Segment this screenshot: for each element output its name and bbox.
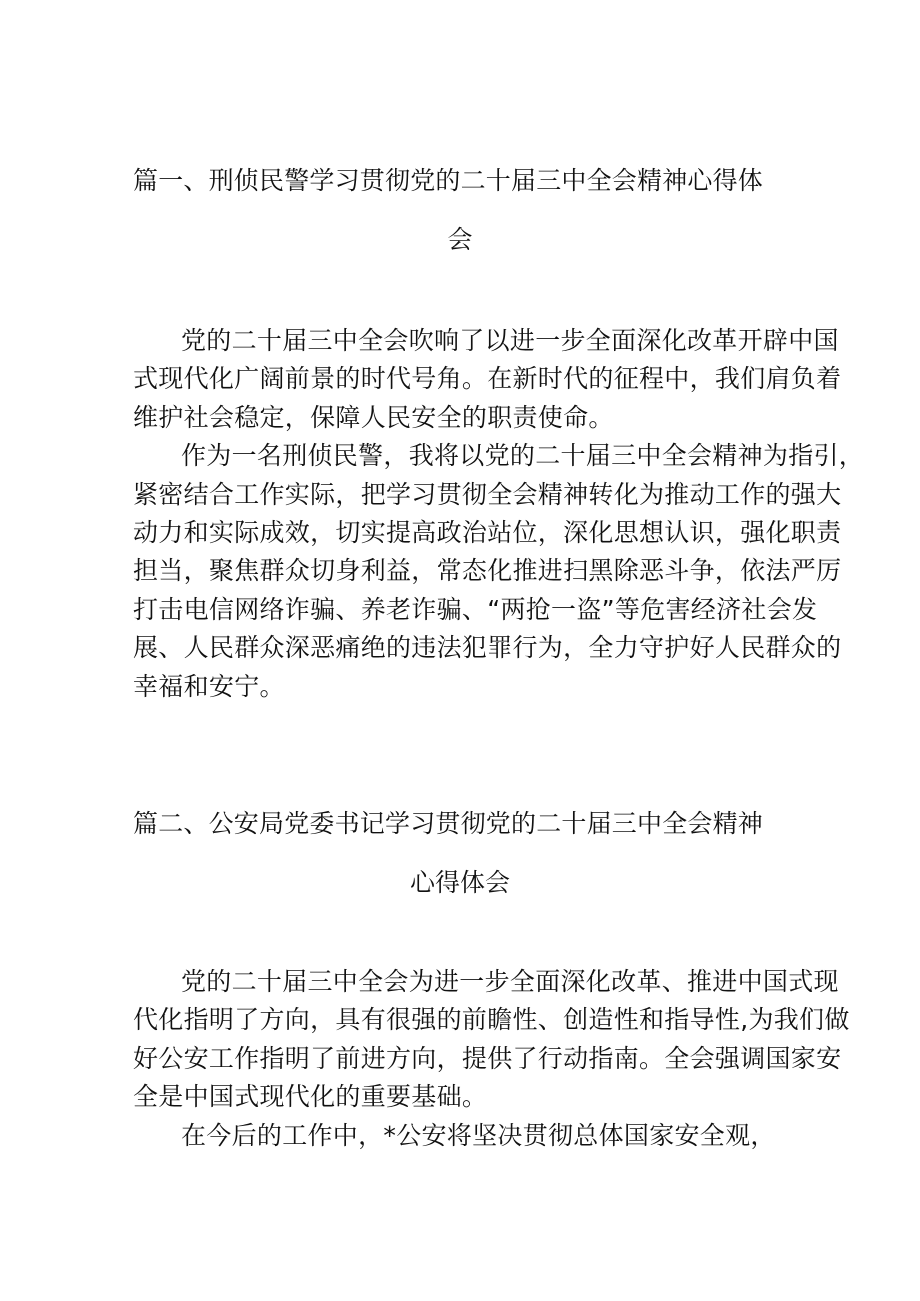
paragraph-line: 紧密结合工作实际，把学习贯彻全会精神转化为推动工作的强大 (133, 479, 842, 509)
paragraph-line: 动力和实际成效，切实提高政治站位，深化思想认识，强化职责 (133, 518, 842, 548)
section-2-paragraph-2 (133, 1117, 793, 1155)
section-1-title-line-1: 篇一、刑侦民警学习贯彻党的二十届三中全会精神心得体 (133, 166, 764, 195)
paragraph-line: 党的二十届三中全会为进一步全面深化改革、推进中国式现 (181, 967, 839, 996)
section-1 (133, 166, 793, 196)
paragraph-line: 好公安工作指明了前进方向，提供了行动指南。全会强调国家安 (133, 1043, 842, 1073)
paragraph-line: 作为一名刑侦民警，我将以党的二十届三中全会精神为指引， (181, 441, 865, 471)
paragraph-line: 展、人民群众深恶痛绝的违法犯罪行为，全力守护好人民群众的 (133, 633, 842, 663)
section-1-title-continuation (133, 225, 793, 255)
paragraph-line: 代化指明了方向，具有很强的前瞻性、创造性和指导性,为我们做 (133, 1005, 850, 1035)
paragraph-line: 维护社会稳定，保障人民安全的职责使命。 (133, 402, 614, 432)
section-2-title-line-1: 篇二、公安局党委书记学习贯彻党的二十届三中全会精神 (133, 809, 764, 838)
paragraph-line: 式现代化广阔前景的时代号角。在新时代的征程中，我们肩负着 (133, 364, 842, 394)
section-2 (133, 809, 793, 839)
paragraph-line: 党的二十届三中全会吹响了以进一步全面深化改革开辟中国 (181, 326, 839, 355)
paragraph-line: 在今后的工作中，*公安将坚决贯彻总体国家安全观， (181, 1120, 776, 1150)
paragraph-line: 担当，聚焦群众切身利益，常态化推进扫黑除恶斗争，依法严厉 (133, 556, 842, 586)
section-1-body (133, 322, 865, 706)
paragraph-line: 幸福和安宁。 (133, 671, 285, 701)
section-2-body (133, 963, 850, 1155)
section-1-paragraph-1 (133, 322, 842, 437)
section-2-title-continuation (133, 868, 793, 898)
section-2-paragraph-1 (133, 963, 850, 1117)
section-1-paragraph-2 (133, 437, 865, 706)
paragraph-line: 全是中国式现代化的重要基础。 (133, 1082, 488, 1112)
section-2-title-line-2: 心得体会 (409, 868, 510, 897)
paragraph-line: 打击电信网络诈骗、养老诈骗、“两抢一盗”等危害经济社会发 (133, 594, 818, 624)
section-1-title-line-2: 会 (447, 225, 473, 254)
